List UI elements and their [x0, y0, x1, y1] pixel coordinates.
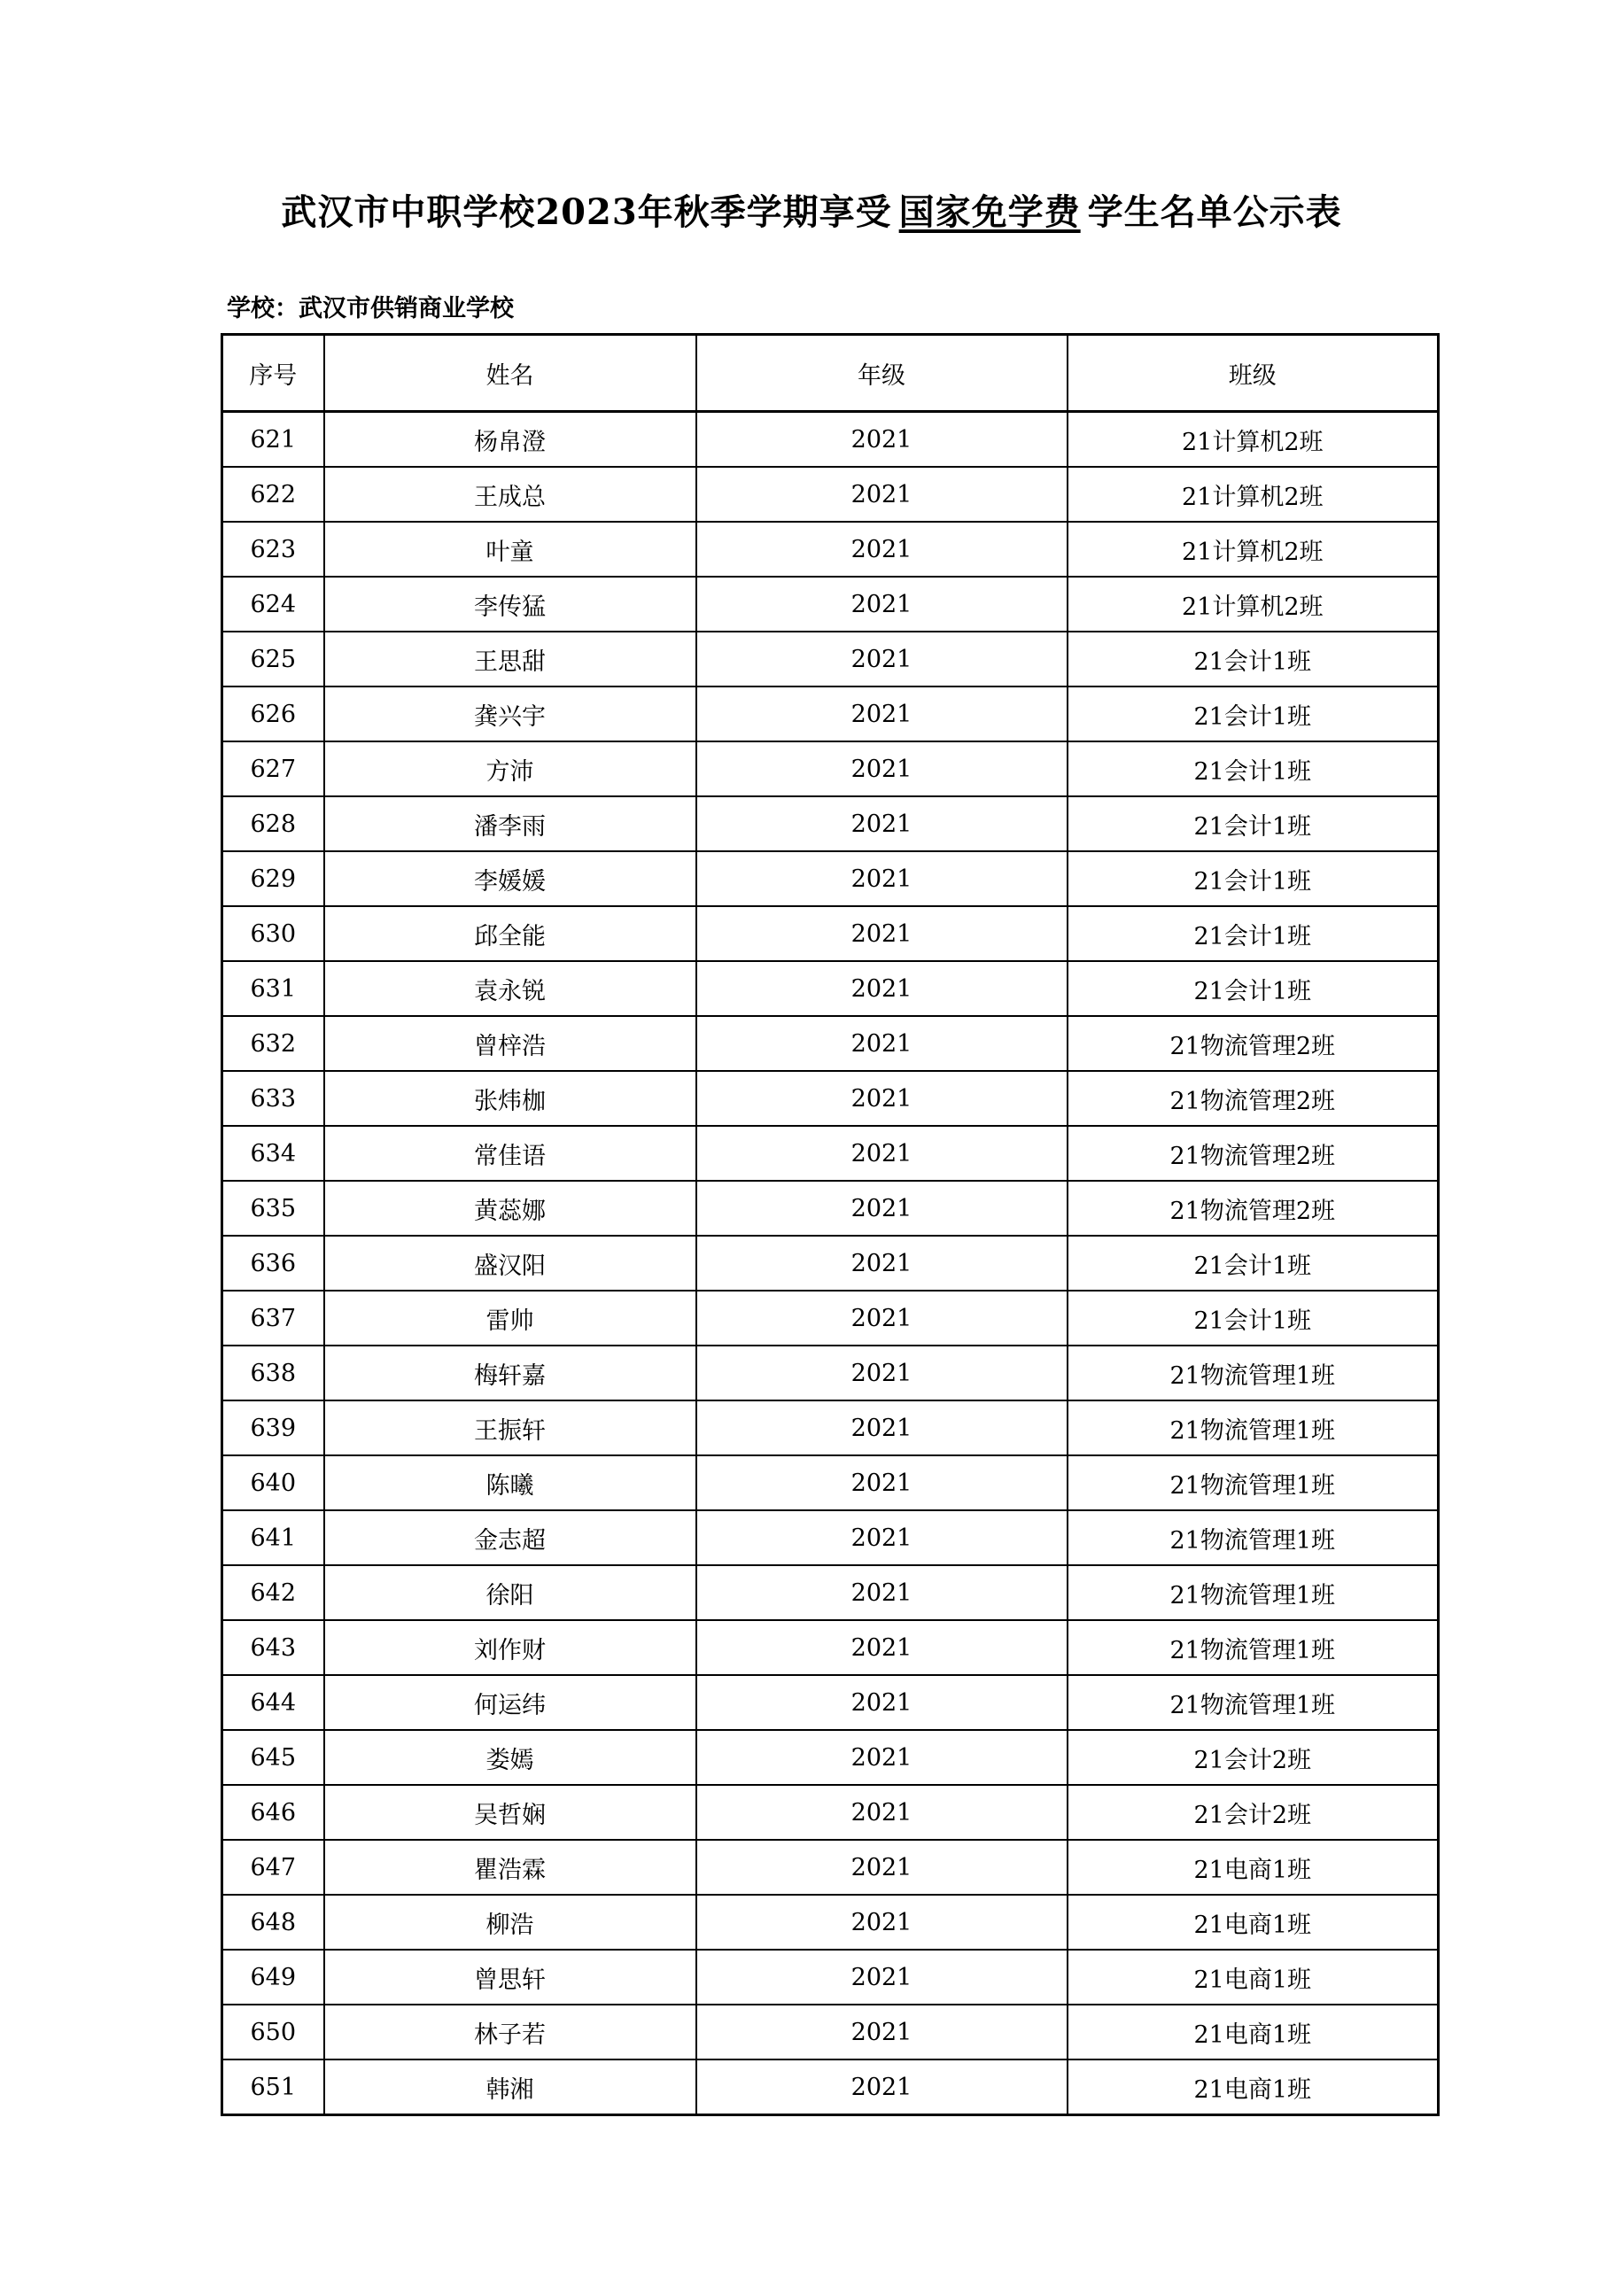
cell-grade: 2021: [696, 1016, 1068, 1071]
cell-class: 21电商1班: [1068, 1950, 1439, 2005]
cell-name: 盛汉阳: [324, 1236, 696, 1291]
cell-grade: 2021: [696, 632, 1068, 686]
student-roster-table: [221, 333, 1440, 2116]
cell-name: 龚兴宇: [324, 686, 696, 741]
cell-class: 21会计1班: [1068, 1291, 1439, 1346]
cell-grade: 2021: [696, 2005, 1068, 2059]
header-index: 序号: [222, 335, 324, 412]
table-row: [222, 1016, 1439, 1071]
cell-class: 21计算机2班: [1068, 577, 1439, 632]
cell-index: 636: [222, 1236, 324, 1291]
cell-name: 张炜枷: [324, 1071, 696, 1126]
table-row: [222, 522, 1439, 577]
cell-index: 633: [222, 1071, 324, 1126]
cell-name: 娄嫣: [324, 1730, 696, 1785]
cell-grade: 2021: [696, 1181, 1068, 1236]
cell-class: 21会计1班: [1068, 796, 1439, 851]
cell-name: 金志超: [324, 1510, 696, 1565]
cell-index: 641: [222, 1510, 324, 1565]
cell-name: 黄蕊娜: [324, 1181, 696, 1236]
cell-grade: 2021: [696, 1126, 1068, 1181]
cell-grade: 2021: [696, 1730, 1068, 1785]
cell-class: 21电商1班: [1068, 1895, 1439, 1950]
cell-class: 21物流管理2班: [1068, 1126, 1439, 1181]
cell-grade: 2021: [696, 1895, 1068, 1950]
table-row: [222, 1071, 1439, 1126]
table-row: [222, 1510, 1439, 1565]
cell-grade: 2021: [696, 906, 1068, 961]
cell-grade: 2021: [696, 522, 1068, 577]
cell-index: 635: [222, 1181, 324, 1236]
cell-grade: 2021: [696, 467, 1068, 522]
cell-name: 徐阳: [324, 1565, 696, 1620]
table-row: [222, 1950, 1439, 2005]
title-prefix: 武汉市中职学校2023年秋季学期享受: [281, 191, 892, 233]
cell-class: 21会计1班: [1068, 906, 1439, 961]
cell-index: 638: [222, 1346, 324, 1400]
cell-name: 何运纬: [324, 1675, 696, 1730]
table-row: [222, 632, 1439, 686]
cell-index: 632: [222, 1016, 324, 1071]
cell-index: 621: [222, 412, 324, 468]
table-row: [222, 961, 1439, 1016]
cell-index: 649: [222, 1950, 324, 2005]
table-row: [222, 2005, 1439, 2059]
cell-class: 21电商1班: [1068, 2059, 1439, 2115]
cell-grade: 2021: [696, 577, 1068, 632]
cell-class: 21物流管理1班: [1068, 1346, 1439, 1400]
cell-grade: 2021: [696, 1455, 1068, 1510]
cell-index: 627: [222, 741, 324, 796]
cell-name: 林子若: [324, 2005, 696, 2059]
cell-index: 625: [222, 632, 324, 686]
cell-class: 21计算机2班: [1068, 467, 1439, 522]
cell-grade: 2021: [696, 1675, 1068, 1730]
cell-class: 21物流管理2班: [1068, 1016, 1439, 1071]
table-row: [222, 1895, 1439, 1950]
cell-name: 叶童: [324, 522, 696, 577]
table-row: [222, 1730, 1439, 1785]
table-row: [222, 686, 1439, 741]
school-label: 学校：武汉市供销商业学校: [227, 295, 514, 322]
cell-index: 622: [222, 467, 324, 522]
cell-name: 梅轩嘉: [324, 1346, 696, 1400]
cell-index: 624: [222, 577, 324, 632]
cell-index: 645: [222, 1730, 324, 1785]
cell-grade: 2021: [696, 1071, 1068, 1126]
cell-class: 21会计2班: [1068, 1785, 1439, 1840]
cell-index: 642: [222, 1565, 324, 1620]
table-row: [222, 906, 1439, 961]
cell-name: 曾思轩: [324, 1950, 696, 2005]
cell-name: 柳浩: [324, 1895, 696, 1950]
table-row: [222, 851, 1439, 906]
cell-class: 21物流管理1班: [1068, 1510, 1439, 1565]
header-grade: 年级: [696, 335, 1068, 412]
table-row: [222, 1840, 1439, 1895]
cell-class: 21会计1班: [1068, 1236, 1439, 1291]
cell-name: 常佳语: [324, 1126, 696, 1181]
table-row: [222, 1400, 1439, 1455]
cell-index: 643: [222, 1620, 324, 1675]
table-row: [222, 1126, 1439, 1181]
cell-name: 陈曦: [324, 1455, 696, 1510]
table-row: [222, 1675, 1439, 1730]
table-row: [222, 2059, 1439, 2115]
cell-name: 袁永锐: [324, 961, 696, 1016]
cell-index: 651: [222, 2059, 324, 2115]
cell-grade: 2021: [696, 1840, 1068, 1895]
cell-class: 21物流管理1班: [1068, 1565, 1439, 1620]
title-suffix: 学生名单公示表: [1087, 191, 1342, 233]
cell-class: 21物流管理1班: [1068, 1675, 1439, 1730]
cell-index: 629: [222, 851, 324, 906]
cell-index: 623: [222, 522, 324, 577]
cell-grade: 2021: [696, 1400, 1068, 1455]
cell-name: 刘作财: [324, 1620, 696, 1675]
cell-index: 637: [222, 1291, 324, 1346]
cell-class: 21电商1班: [1068, 2005, 1439, 2059]
cell-index: 650: [222, 2005, 324, 2059]
table-header-row: [222, 335, 1439, 412]
title-highlight: 国家免学费: [898, 191, 1081, 233]
cell-name: 吴哲娴: [324, 1785, 696, 1840]
cell-index: 626: [222, 686, 324, 741]
cell-index: 640: [222, 1455, 324, 1510]
cell-name: 雷帅: [324, 1291, 696, 1346]
cell-class: 21会计1班: [1068, 851, 1439, 906]
cell-class: 21物流管理2班: [1068, 1181, 1439, 1236]
table-row: [222, 1785, 1439, 1840]
table-row: [222, 1236, 1439, 1291]
cell-grade: 2021: [696, 1291, 1068, 1346]
cell-grade: 2021: [696, 796, 1068, 851]
cell-grade: 2021: [696, 1346, 1068, 1400]
table-row: [222, 577, 1439, 632]
table-row: [222, 1565, 1439, 1620]
cell-grade: 2021: [696, 1510, 1068, 1565]
cell-grade: 2021: [696, 851, 1068, 906]
table-row: [222, 467, 1439, 522]
table-row: [222, 1455, 1439, 1510]
cell-grade: 2021: [696, 686, 1068, 741]
table-row: [222, 1181, 1439, 1236]
table-body: [222, 412, 1439, 2115]
table-row: [222, 1620, 1439, 1675]
cell-name: 李传猛: [324, 577, 696, 632]
table-row: [222, 796, 1439, 851]
cell-class: 21物流管理1班: [1068, 1455, 1439, 1510]
cell-name: 王思甜: [324, 632, 696, 686]
cell-grade: 2021: [696, 412, 1068, 468]
cell-name: 潘李雨: [324, 796, 696, 851]
cell-grade: 2021: [696, 2059, 1068, 2115]
header-name: 姓名: [324, 335, 696, 412]
cell-name: 邱全能: [324, 906, 696, 961]
cell-class: 21会计1班: [1068, 632, 1439, 686]
cell-index: 646: [222, 1785, 324, 1840]
header-class: 班级: [1068, 335, 1439, 412]
cell-name: 王成总: [324, 467, 696, 522]
cell-grade: 2021: [696, 741, 1068, 796]
cell-index: 639: [222, 1400, 324, 1455]
cell-class: 21电商1班: [1068, 1840, 1439, 1895]
cell-index: 644: [222, 1675, 324, 1730]
cell-index: 631: [222, 961, 324, 1016]
cell-class: 21物流管理1班: [1068, 1400, 1439, 1455]
cell-grade: 2021: [696, 1236, 1068, 1291]
cell-class: 21会计1班: [1068, 686, 1439, 741]
table-row: [222, 741, 1439, 796]
cell-grade: 2021: [696, 1565, 1068, 1620]
page-title: [0, 184, 1623, 235]
cell-grade: 2021: [696, 1620, 1068, 1675]
cell-class: 21会计1班: [1068, 961, 1439, 1016]
cell-class: 21物流管理2班: [1068, 1071, 1439, 1126]
cell-name: 曾梓浩: [324, 1016, 696, 1071]
cell-grade: 2021: [696, 1785, 1068, 1840]
cell-name: 李媛媛: [324, 851, 696, 906]
cell-index: 634: [222, 1126, 324, 1181]
cell-class: 21物流管理1班: [1068, 1620, 1439, 1675]
cell-class: 21计算机2班: [1068, 412, 1439, 468]
cell-index: 648: [222, 1895, 324, 1950]
cell-index: 647: [222, 1840, 324, 1895]
table-row: [222, 1346, 1439, 1400]
table-row: [222, 1291, 1439, 1346]
cell-name: 方沛: [324, 741, 696, 796]
cell-class: 21会计1班: [1068, 741, 1439, 796]
cell-name: 王振轩: [324, 1400, 696, 1455]
cell-index: 628: [222, 796, 324, 851]
cell-class: 21会计2班: [1068, 1730, 1439, 1785]
cell-name: 杨帛澄: [324, 412, 696, 468]
cell-grade: 2021: [696, 1950, 1068, 2005]
cell-index: 630: [222, 906, 324, 961]
cell-class: 21计算机2班: [1068, 522, 1439, 577]
table-row: [222, 412, 1439, 468]
cell-name: 瞿浩霖: [324, 1840, 696, 1895]
cell-name: 韩湘: [324, 2059, 696, 2115]
cell-grade: 2021: [696, 961, 1068, 1016]
